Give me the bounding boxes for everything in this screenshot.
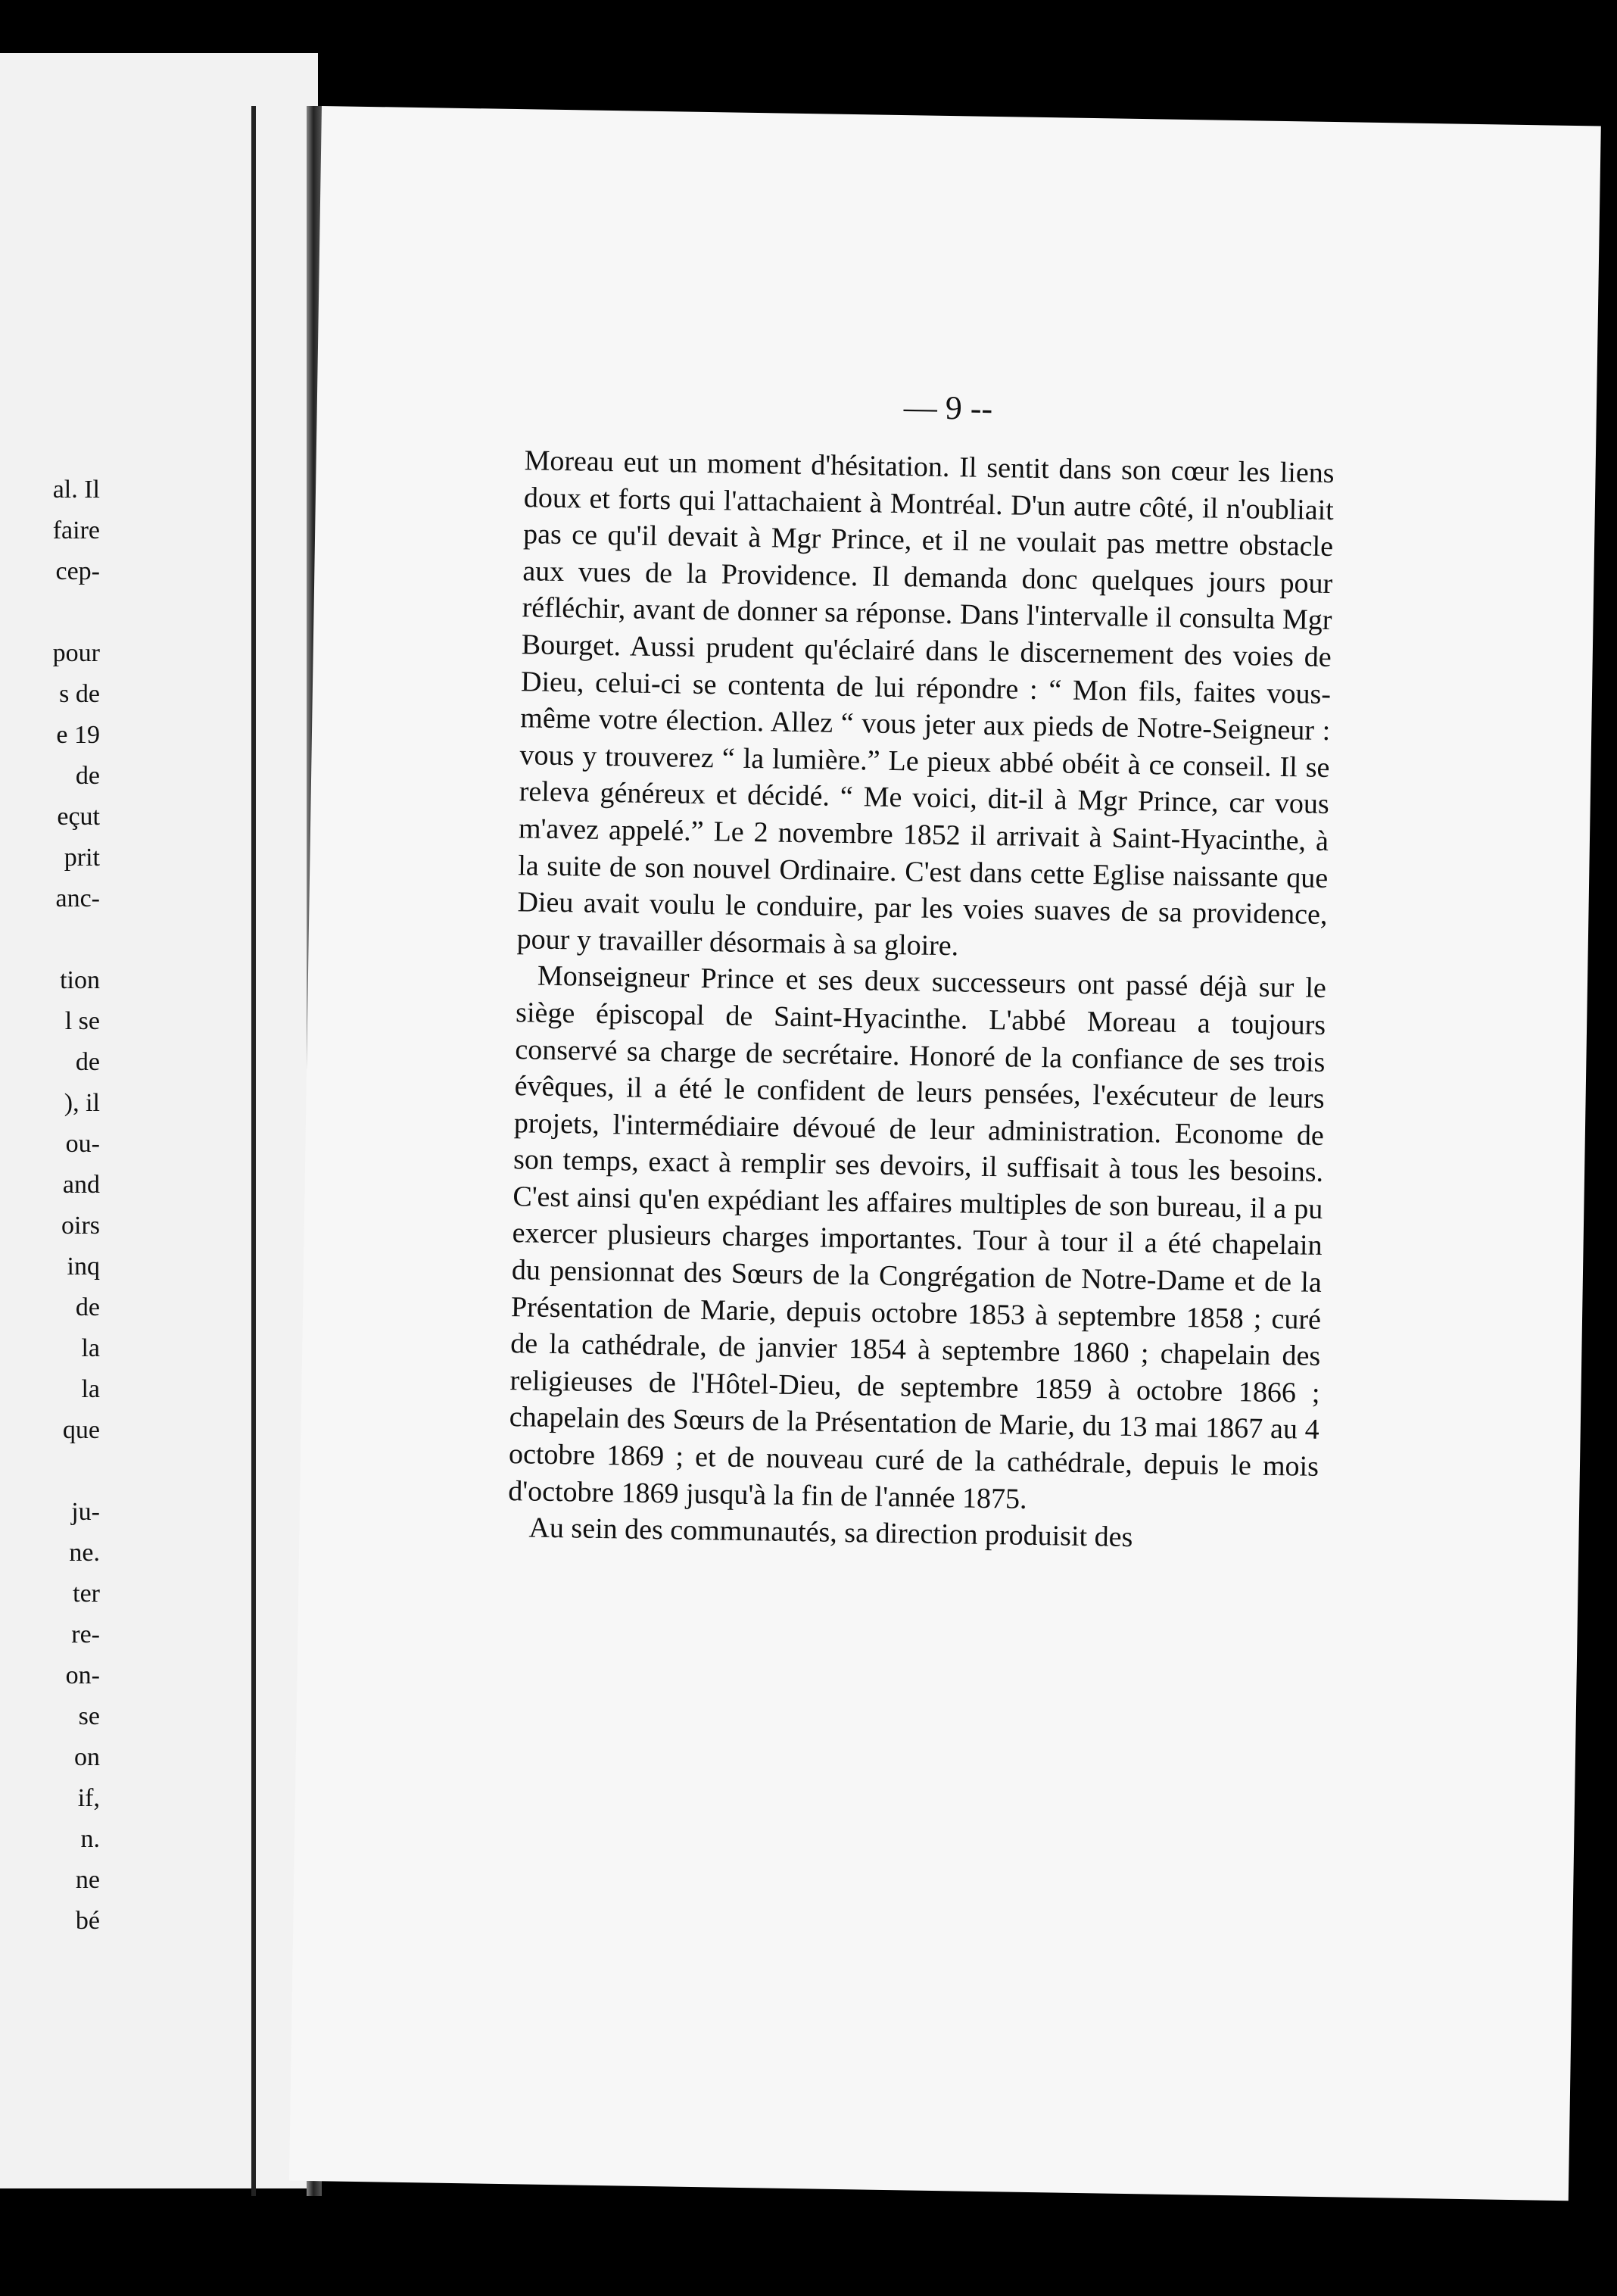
page-body-text [507,442,1335,1558]
right-page [289,106,1601,2201]
left-fragment: de [75,762,100,790]
paragraph: Moreau eut un moment d'hésitation. Il sentit dans son cœur les liens doux et forts qui l'attachaient à Montréal. D'un autre côté, il n'oubliait pas ce qu'il devait à Mgr Prince, et il ne voulait pas mettre obstacle aux vues de la Providence. Il demanda donc quelques jours pour réfléchir, avant de donner sa réponse. Dans l'intervalle il consulta Mgr Bourget. Aussi prudent qu'éclairé dans le discernement des voies de Dieu, celui-ci se contenta de lui répondre : “ Mon fils, faites vous-même votre élection. Allez “ vous jeter aux pieds de Notre-Seigneur : vous y trouverez “ la lumière.” Le pieux abbé obéit à ce conseil. Il se releva généreux et décidé. “ Me voici, dit-il à Mgr Prince, car vous m'avez appelé.” Le 2 novembre 1852 il arrivait à Saint-Hyacinthe, à la suite de son nouvel Ordinaire. C'est dans cette Eglise naissante que Dieu avait voulu le conduire, par les voies suaves de sa providence, pour y travailler désormais à sa gloire. [516,445,1335,962]
gutter-shadow-line [251,106,256,2196]
left-fragment: oirs [61,1212,100,1240]
left-fragment: ju- [71,1498,100,1526]
left-fragment: on- [65,1661,100,1689]
left-fragment: al. Il [52,476,100,504]
left-fragment: bé [75,1907,100,1935]
left-fragment: inq [67,1253,100,1281]
left-fragment: ne [75,1866,100,1894]
left-fragment: tion [60,966,100,994]
left-page [0,53,318,2188]
left-fragment: re- [71,1621,100,1649]
left-fragment: n. [80,1825,100,1853]
left-fragment: anc- [55,884,100,912]
left-fragment: ter [73,1580,100,1608]
left-fragment: e 19 [56,721,100,749]
left-fragment [2,592,100,633]
left-fragment: eçut [57,803,100,831]
left-fragment: ou- [65,1130,100,1158]
left-fragment [2,1451,100,1492]
left-fragment: la [81,1334,100,1362]
left-fragment: if, [77,1784,100,1812]
left-fragment: and [62,1171,100,1199]
left-fragment: faire [52,516,100,544]
left-fragment: ), il [64,1089,100,1117]
left-fragment: cep- [55,557,100,585]
left-fragment: la [81,1375,100,1403]
left-page-text-fragments [2,469,100,1942]
paragraph: Monseigneur Prince et ses deux successeurs ont passé déjà sur le siège épiscopal de Saint-Hyacinthe. L'abbé Moreau a toujours conservé sa charge de secrétaire. Honoré de la confiance de ses trois évêques, il a été le confident de leurs pensées, l'exécuteur de leurs projets, l'intermédiaire dévoué de leur administration. Econome de son temps, exact à remplir ses devoirs, il suffisait à tous les besoins. C'est ainsi qu'en expédiant les affaires multiples de son bureau, il a pu exercer plusieurs charges importantes. Tour à tour il a été chapelain du pensionnat des Sœurs de la Congrégation de Notre-Dame et de la Présentation de Marie, depuis octobre 1853 à septembre 1858 ; curé de la cathédrale, de janvier 1854 à septembre 1860 ; chapelain des religieuses de l'Hôtel-Dieu, de septembre 1859 à octobre 1866 ; chapelain des Sœurs de la Présentation de Marie, du 13 mai 1867 au 4 octobre 1869 ; et de nouveau curé de la cathédrale, depuis le mois d'octobre 1869 jusqu'à la fin de l'année 1875. [507,959,1327,1515]
page-number: — 9 -- [903,388,993,427]
left-fragment: ne. [69,1539,100,1567]
left-fragment: prit [64,844,100,872]
left-fragment: de [75,1048,100,1076]
left-fragment: l se [64,1007,100,1035]
left-fragment: s de [59,680,100,708]
left-fragment: que [62,1416,100,1444]
left-fragment: de [75,1293,100,1321]
left-fragment [2,919,100,960]
left-fragment: on [74,1743,100,1771]
left-fragment: se [78,1702,100,1730]
paragraph: Au sein des communautés, sa direction produisit des [528,1511,1133,1554]
left-fragment: pour [52,639,100,667]
